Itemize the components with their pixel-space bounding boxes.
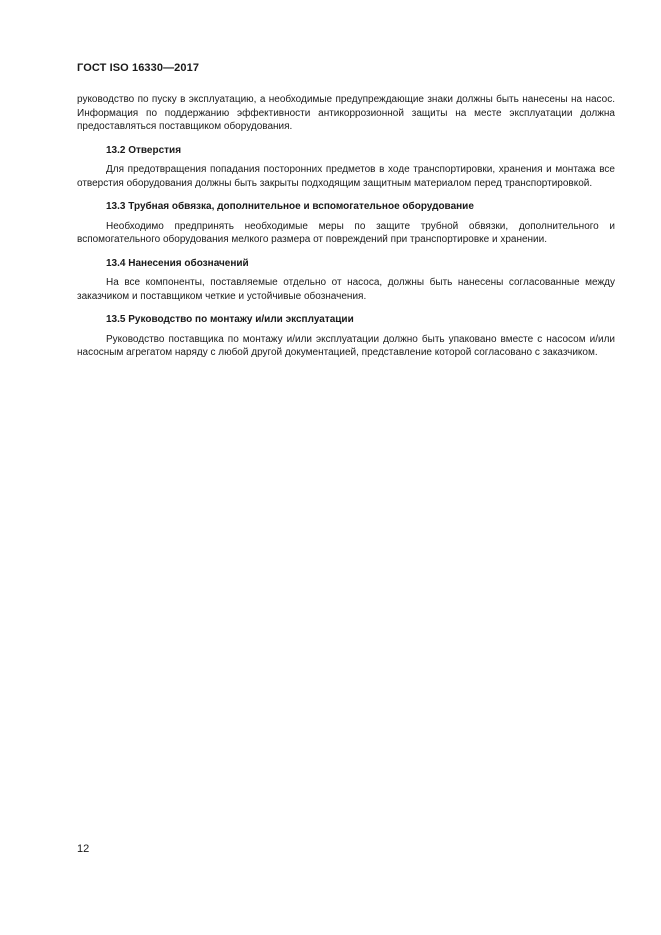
document-header: ГОСТ ISO 16330—2017	[77, 62, 200, 74]
section-13-5-title: 13.5 Руководство по монтажу и/или эксплуатации	[106, 314, 354, 325]
section-13-3-text: Необходимо предпринять необходимые меры по защите трубной обвязки, дополнительного и вспомогательного оборудования мелкого размера от повреждений при транспортировке и хранении.	[77, 220, 615, 245]
section-13-4-text: На все компоненты, поставляемые отдельно от насоса, должны быть нанесены согласованные между заказчиком и поставщиком четкие и устойчивые обозначения.	[77, 277, 615, 302]
page-content	[77, 93, 615, 360]
page-number: 12	[77, 843, 90, 855]
section-13-2-text: Для предотвращения попадания посторонних предметов в ходе транспортировки, хранения и монтажа все отверстия оборудования должны быть закрыты подходящим защитным материалом перед транспортировкой.	[77, 164, 615, 189]
intro-paragraph: руководство по пуску в эксплуатацию, а необходимые предупреждающие знаки должны быть нанесены на насос. Информация по поддержанию эффективности антикоррозионной защиты на месте эксплуатации должна предоставляться поставщиком оборудования.	[77, 94, 615, 132]
section-13-4-title: 13.4 Нанесения обозначений	[106, 257, 249, 269]
section-13-2-title: 13.2 Отверстия	[106, 144, 182, 156]
section-13-3-title: 13.3 Трубная обвязка, дополнительное и вспомогательное оборудование	[106, 201, 474, 212]
section-13-5-text: Руководство поставщика по монтажу и/или эксплуатации должно быть упаковано вместе с насосом и/или насосным агрегатом наряду с любой другой документацией, представление которой согласовано с заказчиком.	[77, 333, 615, 358]
